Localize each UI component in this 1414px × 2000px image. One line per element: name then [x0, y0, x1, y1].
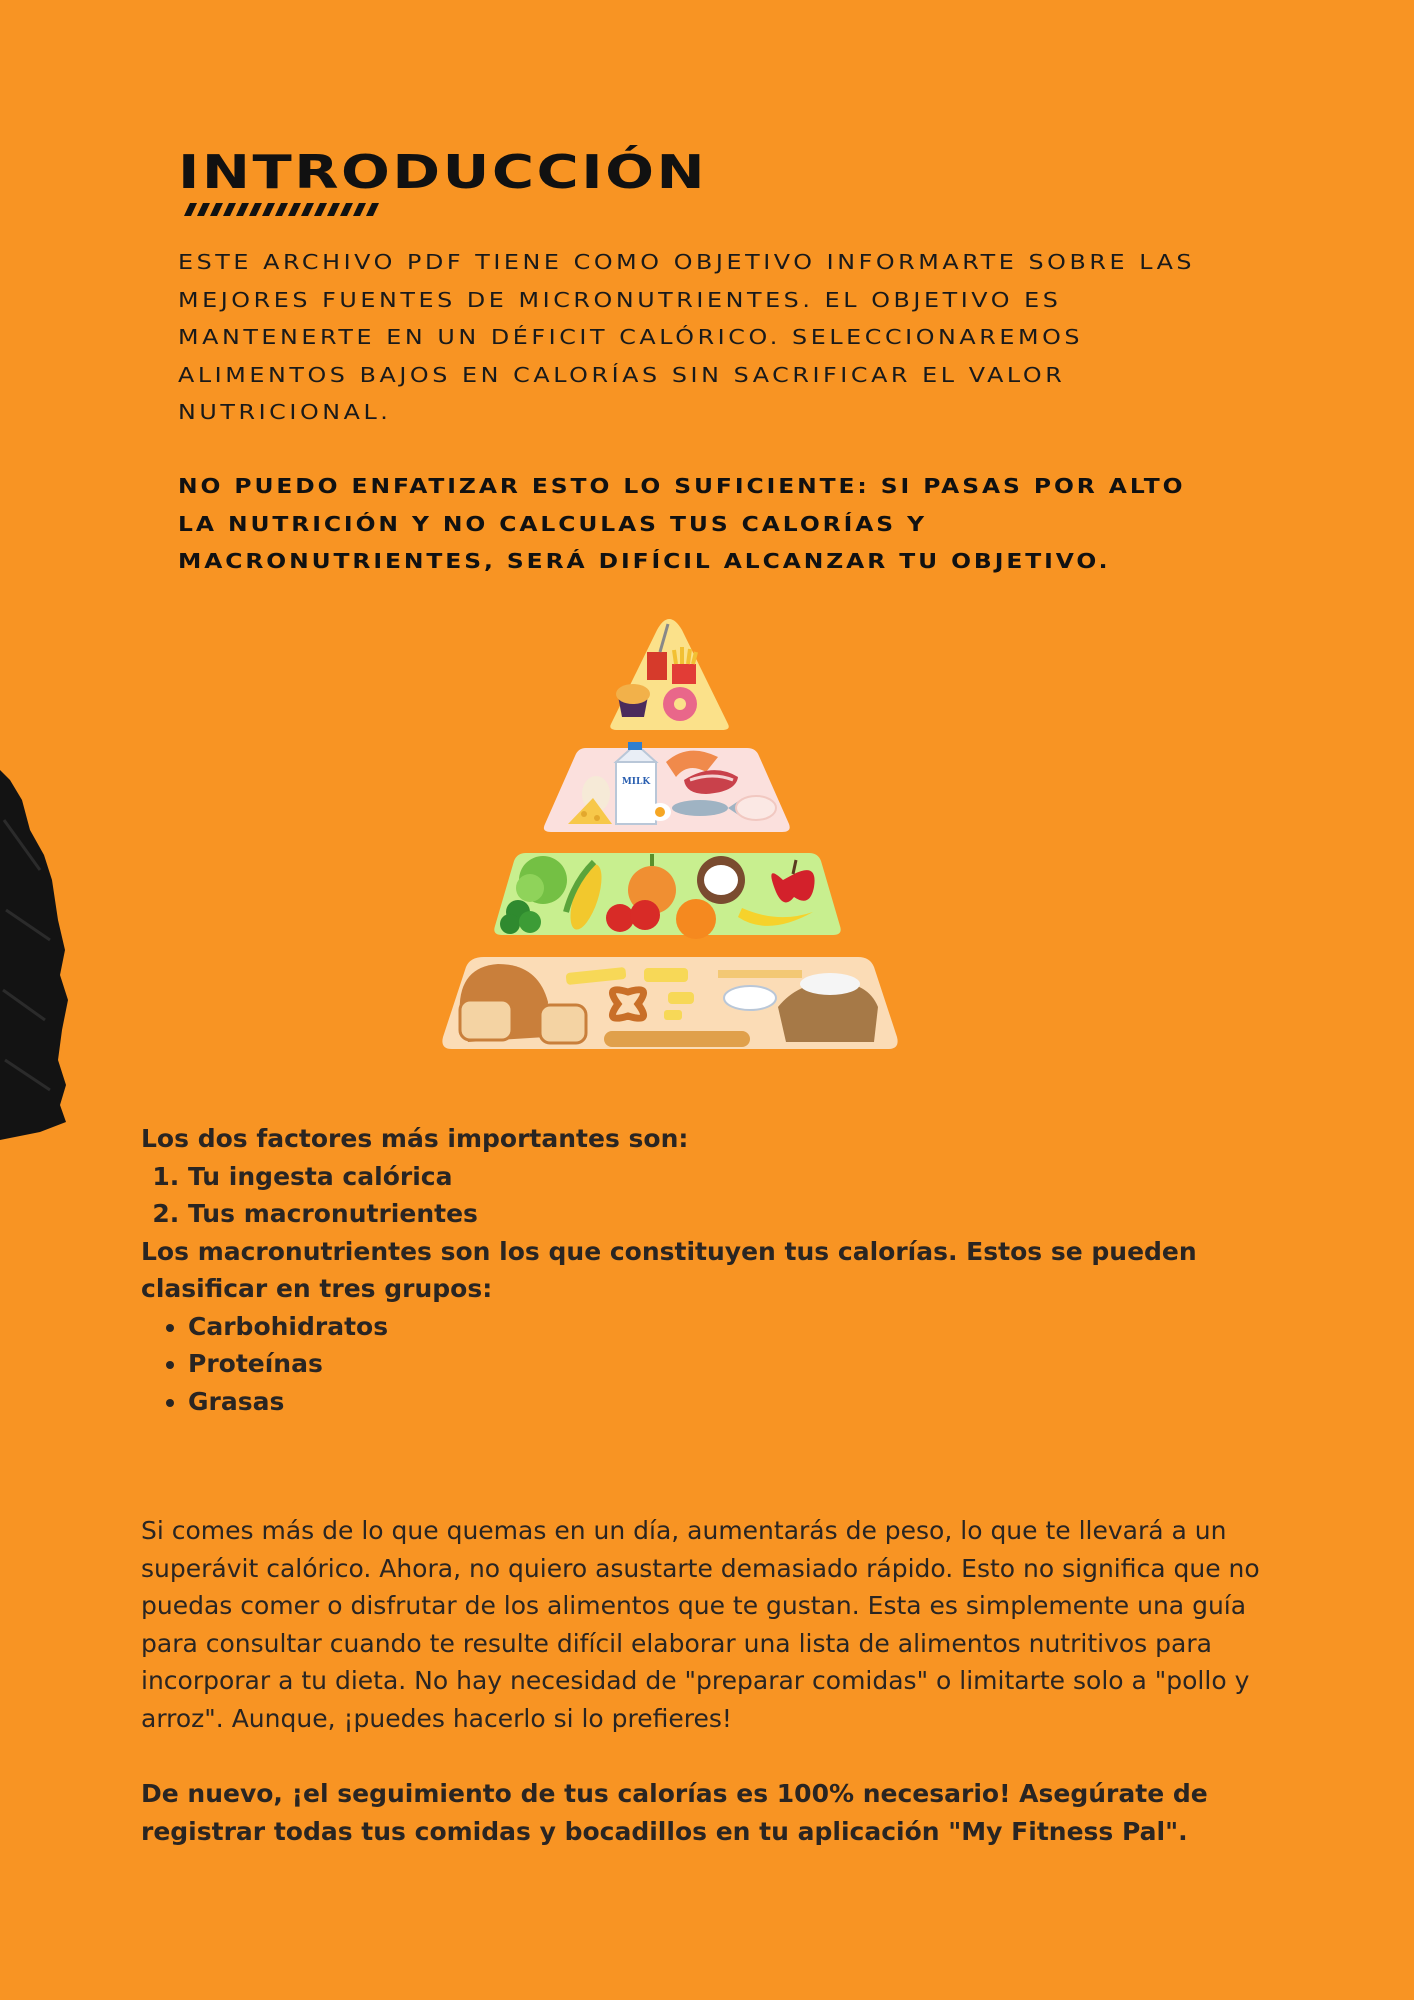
surplus-paragraph: Si comes más de lo que quemas en un día, aumentarás de peso, lo que te llevará a un superávit calórico. Ahora, no quiero asustarte demasiado rápido. Esto no significa que no puedas comer o disfrutar de los alimentos que te gustan. Esta es simplemente una guía para consultar cuando te resulte difícil elaborar una lista de alimentos nutritivos para incorporar a tu dieta. No hay necesidad de "preparar comidas" o limitarte solo a "pollo y arroz". Aunque, ¡puedes hacerlo si lo prefieres!: [141, 1516, 1260, 1733]
macros-intro: Los macronutrientes son los que constituyen tus calorías. Estos se pueden clasificar en tres grupos:: [141, 1236, 1197, 1303]
torn-paper-decoration: [0, 760, 80, 1140]
pyramid-tier-sweets: [610, 619, 728, 730]
list-item: 1. Tu ingesta calórica: [188, 1158, 1281, 1196]
factors-list: [141, 1158, 1281, 1233]
factors-intro: Los dos factores más importantes son:: [141, 1124, 689, 1153]
page-title: INTRODUCCIÓN: [178, 145, 708, 199]
food-pyramid-illustration: [438, 612, 900, 1067]
list-item: • Grasas: [188, 1383, 1281, 1421]
pyramid-tier-grains: [442, 957, 897, 1049]
tracking-note: De nuevo, ¡el seguimiento de tus calorías es 100% necesario! Asegúrate de registrar todas tus comidas y bocadillos en tu aplicación "My Fitness Pal".: [141, 1779, 1208, 1846]
factors-section: [141, 1120, 1281, 1420]
pyramid-tier-protein-dairy: [544, 742, 790, 832]
macros-list: [141, 1308, 1281, 1421]
emphasis-paragraph: NO PUEDO ENFATIZAR ESTO LO SUFICIENTE: SI PASAS POR ALTO LA NUTRICIÓN Y NO CALCULAS TUS CALORÍAS Y MACRONUTRIENTES, SERÁ DIFÍCIL ALCANZAR TU OBJETIVO.: [178, 474, 1186, 573]
intro-paragraph: ESTE ARCHIVO PDF TIENE COMO OBJETIVO INFORMARTE SOBRE LAS MEJORES FUENTES DE MICRONUTRIENTES. EL OBJETIVO ES MANTENERTE EN UN DÉFICIT CALÓRICO. SELECCIONAREMOS ALIMENTOS BAJOS EN CALORÍAS SIN SACRIFICAR EL VALOR NUTRICIONAL.: [178, 250, 1196, 424]
list-item: 2. Tus macronutrientes: [188, 1195, 1281, 1233]
milk-carton-label: MILK: [621, 777, 651, 787]
pyramid-tier-fruits-vegetables: [494, 853, 840, 939]
list-item: • Proteínas: [188, 1345, 1281, 1383]
list-item: • Carbohidratos: [188, 1308, 1281, 1346]
hazard-stripes-decoration: [180, 203, 388, 216]
